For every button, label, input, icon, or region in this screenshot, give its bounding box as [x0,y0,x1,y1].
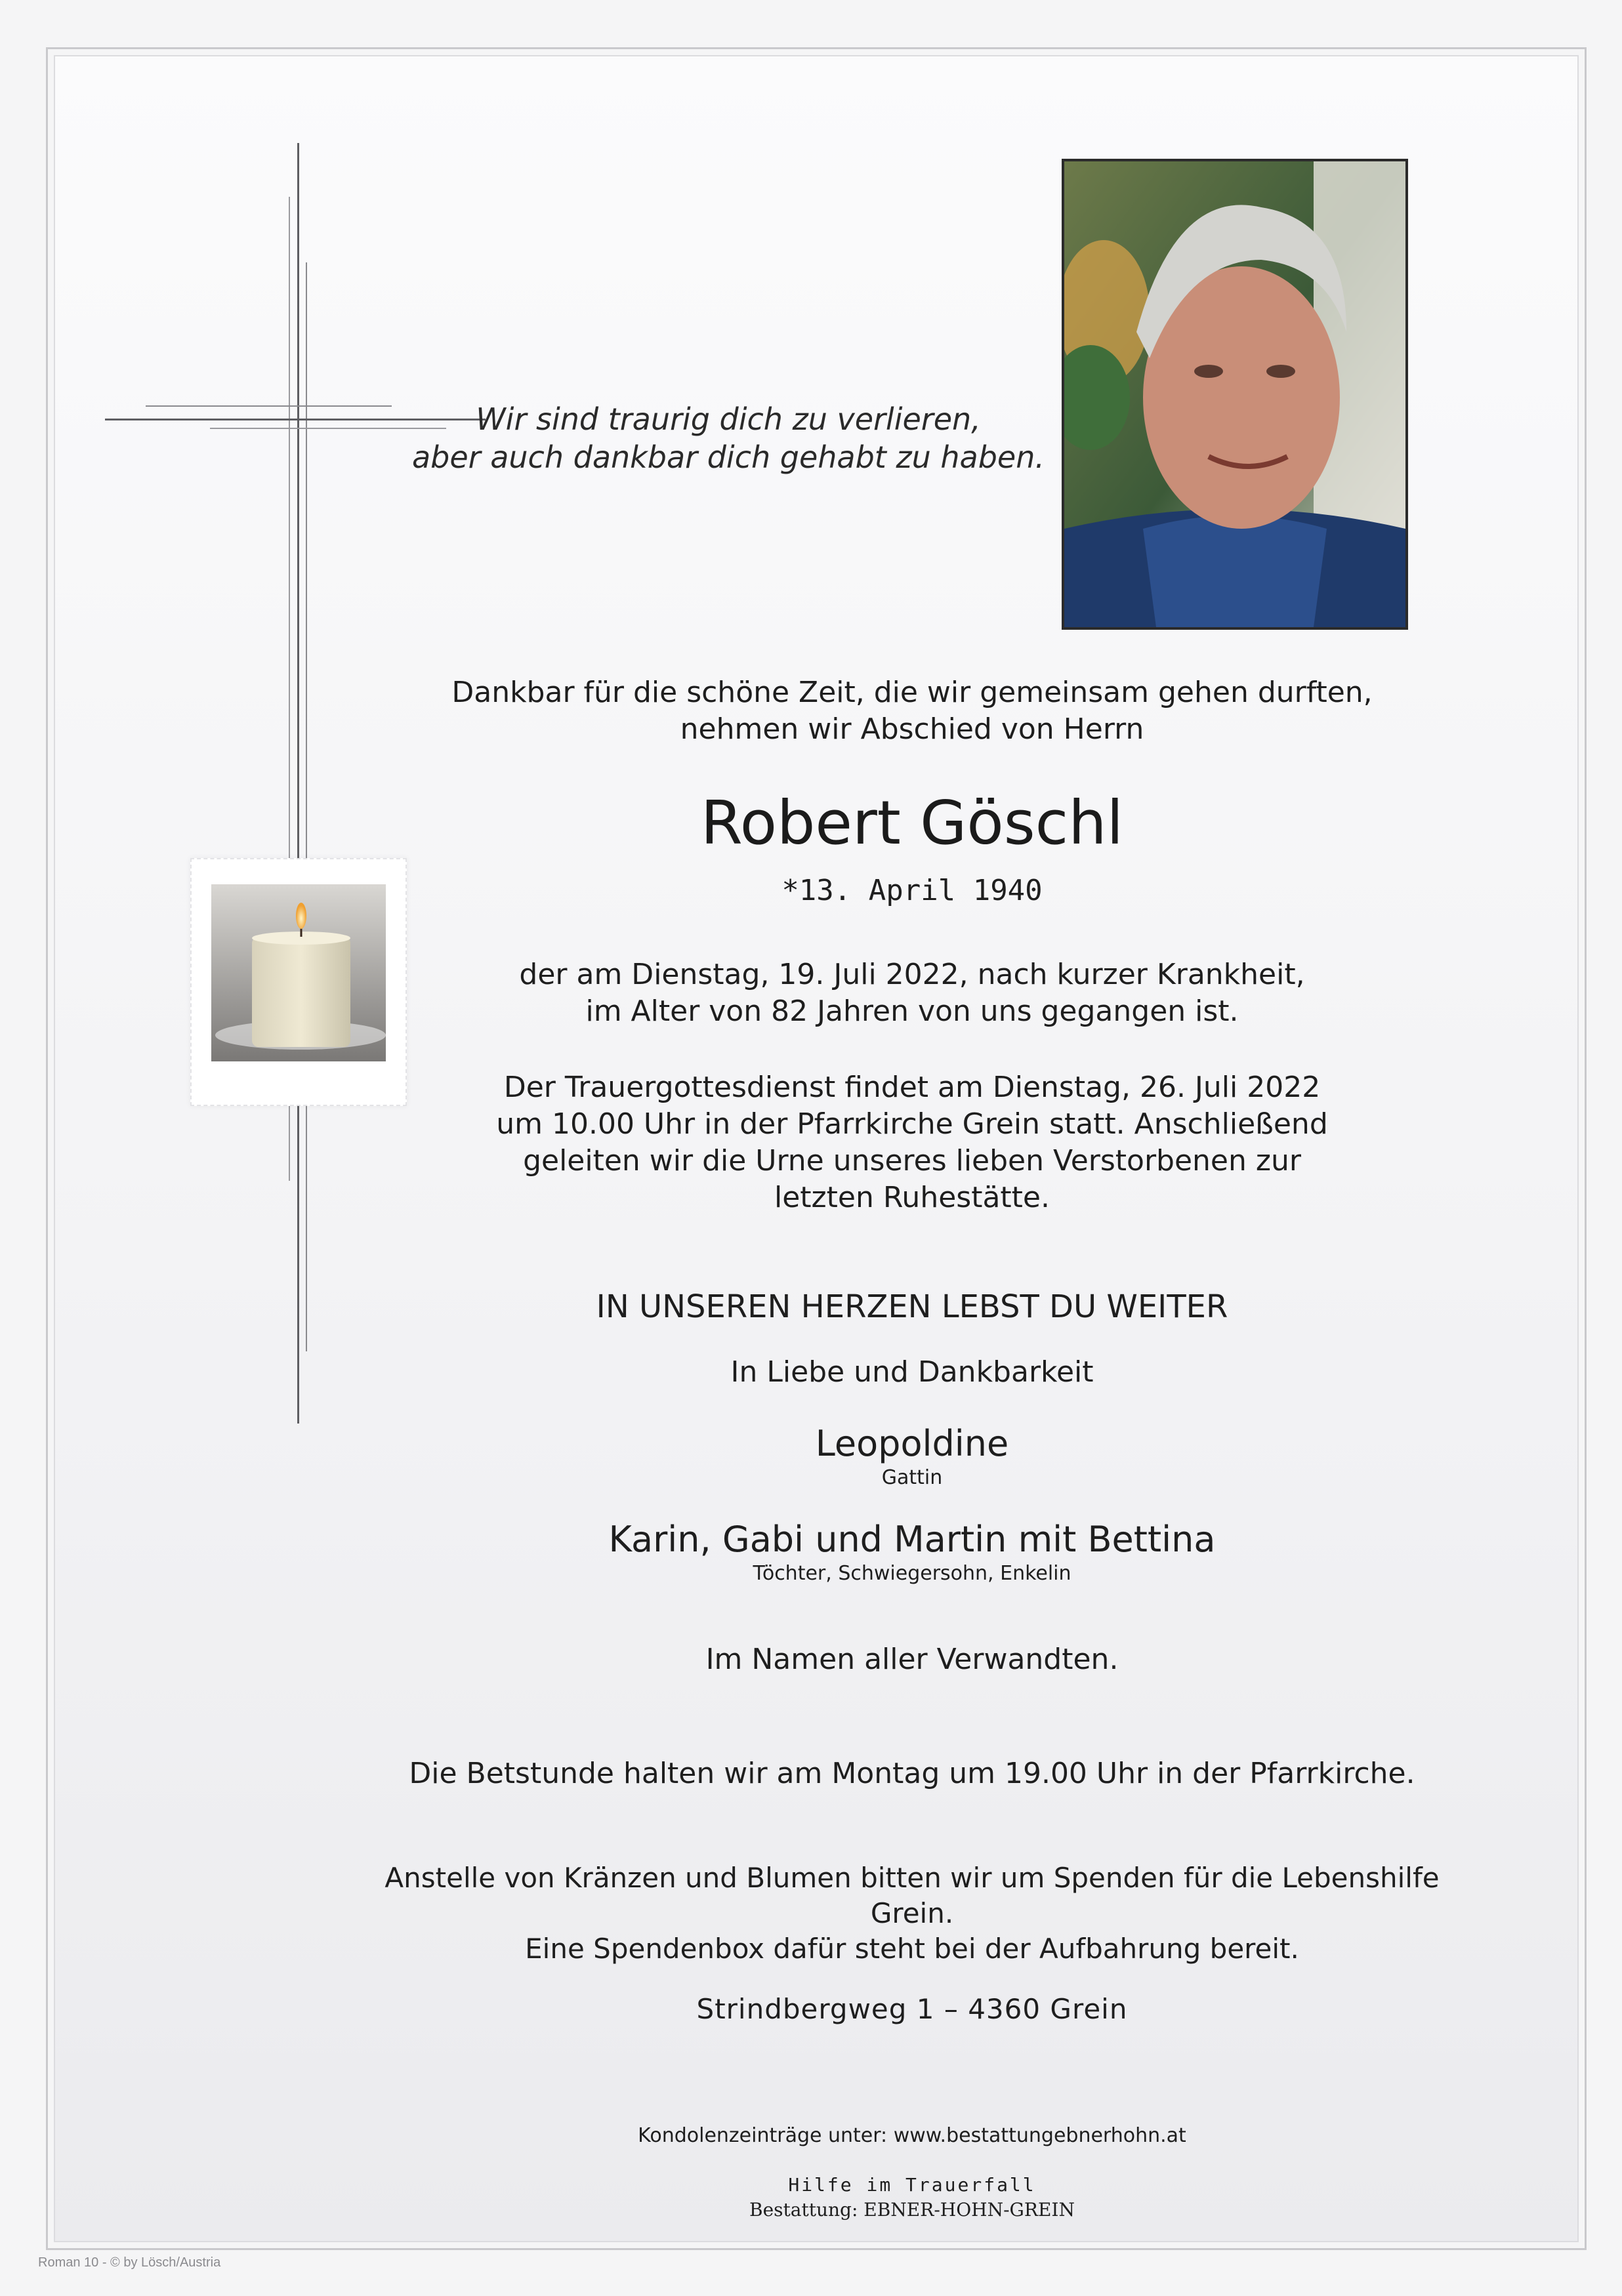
quote-line-2: aber auch dankbar dich gehabt zu haben. [411,440,1045,475]
address: Strindbergweg 1 – 4360 Grein [696,1993,1128,2025]
intro-text [367,674,1457,748]
birth-date: *13. April 1940 [781,874,1043,907]
condolence-link[interactable]: Kondolenzeinträge unter: www.bestattungebnerhohn.at [638,2124,1186,2147]
mourner-entry [367,1518,1457,1586]
service-line-2: um 10.00 Uhr in der Pfarrkirche Grein statt. Anschließend [496,1107,1328,1141]
mourner-relation: Gattin [881,1466,943,1489]
prayer-hour: Die Betstunde halten wir am Montag um 19.00 Uhr in der Pfarrkirche. [409,1757,1415,1790]
funeral-help-line: Hilfe im Trauerfall [788,2174,1036,2196]
intro-line-2: nehmen wir Abschied von Herrn [680,712,1144,746]
mourner-names: Karin, Gabi und Martin mit Bettina [608,1519,1216,1560]
mourner-relation: Töchter, Schwiegersohn, Enkelin [753,1562,1071,1585]
service-line-1: Der Trauergottesdienst findet am Dienstag, 26. Juli 2022 [503,1071,1321,1104]
mourner-entry [367,1422,1457,1490]
death-notice [367,956,1457,1030]
death-notice-line-1: der am Dienstag, 19. Juli 2022, nach kurzer Krankheit, [519,958,1305,991]
quote-line-1: Wir sind traurig dich zu verlieren, [476,401,981,437]
intro-line-1: Dankbar für die schöne Zeit, die wir gemeinsam gehen durften, [451,676,1373,709]
mourner-names: Leopoldine [815,1423,1009,1464]
donation-notice [367,1860,1457,1967]
donation-line-2: Eine Spendenbox dafür steht bei der Aufbahrung bereit. [525,1933,1299,1965]
service-line-4: letzten Ruhestätte. [774,1181,1050,1214]
template-credit: Roman 10 - © by Lösch/Austria [38,2255,221,2270]
service-info [367,1069,1457,1216]
deceased-name: Robert Göschl [700,788,1124,858]
candle-icon [211,884,386,1061]
funeral-home-name: Bestattung: EBNER-HOHN-GREIN [749,2199,1075,2221]
relatives-line: Im Namen aller Verwandten. [705,1643,1119,1676]
portrait-photo [1062,159,1408,630]
memorial-quote [367,400,1089,476]
donation-line-1: Anstelle von Kränzen und Blumen bitten wir um Spenden für die Lebenshilfe Grein. [385,1862,1440,1929]
funeral-home [367,2173,1457,2223]
portrait-image [1064,161,1405,627]
death-notice-line-2: im Alter von 82 Jahren von uns gegangen ist. [585,994,1239,1028]
motto: IN UNSEREN HERZEN LEBST DU WEITER [596,1288,1228,1325]
service-line-3: geleiten wir die Urne unseres lieben Verstorbenen zur [523,1144,1301,1178]
gratitude-line: In Liebe und Dankbarkeit [730,1355,1094,1389]
